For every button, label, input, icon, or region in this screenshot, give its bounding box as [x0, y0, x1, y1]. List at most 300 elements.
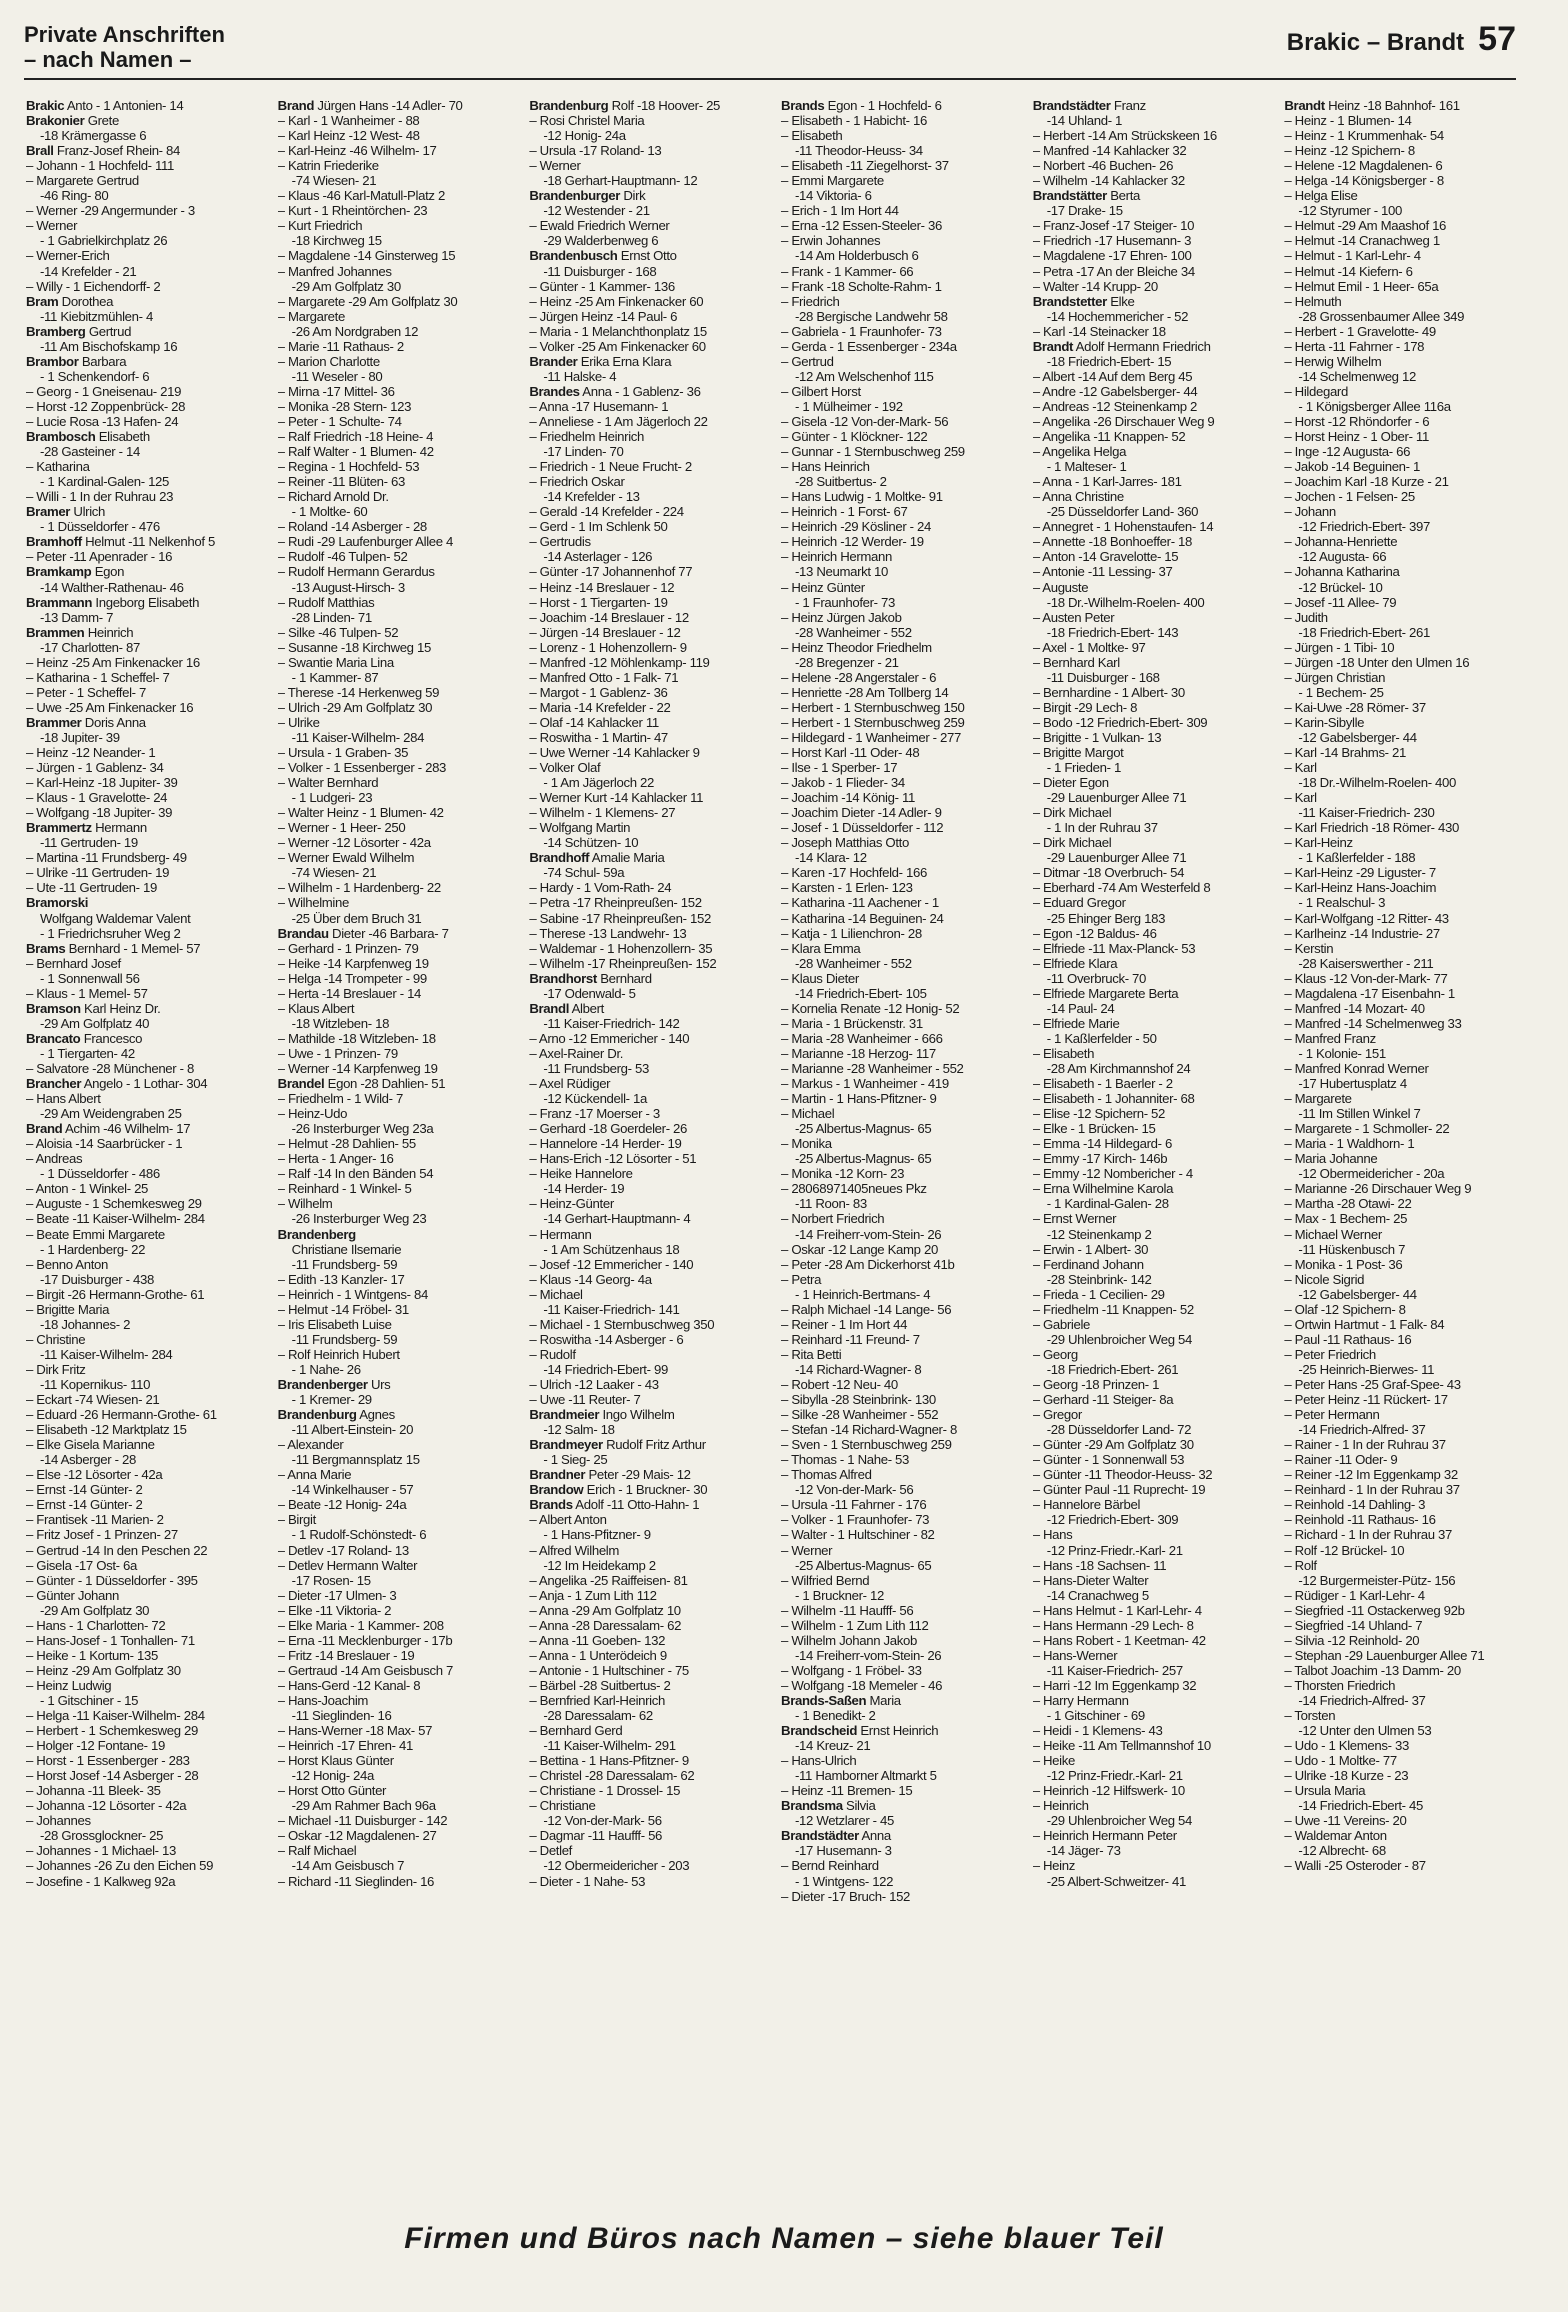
directory-entry: – Günter - 1 Kammer- 136 [529, 278, 675, 294]
directory-entry: – Rainer -11 Oder- 9 [1284, 1452, 1398, 1468]
directory-entry: Brandel Egon -28 Dahlien- 51 [277, 1076, 446, 1092]
directory-entry: – Elisabeth [781, 128, 843, 144]
section-title-line1: Private Anschriften [24, 22, 225, 47]
directory-entry: – Susanne -18 Kirchweg 15 [277, 639, 431, 655]
directory-entry: – Gerhard -18 Goerdeler- 26 [529, 1121, 688, 1137]
directory-entry: -11 Roon- 83 [795, 1196, 867, 1212]
directory-entry: -28 Daressalam- 62 [543, 1708, 653, 1724]
directory-entry: Brammertz Hermann [26, 820, 147, 836]
directory-entry: Brandenburg Rolf -18 Hoover- 25 [529, 98, 721, 113]
directory-entry: – Reiner -12 Im Eggenkamp 32 [1284, 1467, 1458, 1483]
directory-entry: – Wilhelm -17 Rheinpreußen- 152 [529, 955, 717, 971]
directory-entry: – Herbert - 1 Sternbuschweg 150 [781, 699, 965, 715]
directory-entry: - 1 Düsseldorfer - 486 [40, 1166, 160, 1182]
directory-entry: Brammer Doris Anna [26, 714, 146, 730]
directory-entry: -18 Krämergasse 6 [40, 128, 147, 144]
directory-entry: Brancher Angelo - 1 Lothar- 304 [26, 1076, 208, 1092]
directory-entry: – Rudolf Matthias [277, 594, 375, 610]
directory-entry: – Friedhelm -11 Knappen- 52 [1032, 1301, 1194, 1317]
directory-entry: – Johann [1284, 504, 1336, 520]
directory-entry: Brandow Erich - 1 Bruckner- 30 [529, 1482, 708, 1498]
directory-entry: – Herta - 1 Anger- 16 [277, 1151, 394, 1167]
directory-entry: – Karl-Heinz -46 Wilhelm- 17 [277, 143, 437, 159]
directory-entry: – Hermann [529, 1226, 592, 1242]
directory-entry: – Ditmar -18 Overbruch- 54 [1032, 865, 1185, 881]
directory-entry: – Gilbert Horst [781, 383, 861, 399]
directory-entry: – Heinz Günter [781, 579, 865, 595]
directory-entry: - 1 Nahe- 26 [291, 1361, 361, 1377]
directory-entry: – Salvatore -28 Münchener - 8 [26, 1061, 194, 1076]
directory-entry: – Helga -14 Trompeter - 99 [277, 970, 427, 986]
directory-entry: -14 Viktoria- 6 [795, 188, 872, 204]
directory-entry: – Auguste [1032, 579, 1089, 595]
directory-entry: – Heinrich -17 Ehren- 41 [277, 1738, 413, 1754]
directory-entry: – Wilhelm - 1 Zum Lith 112 [781, 1617, 929, 1633]
directory-entry: -14 Friedrich-Ebert- 105 [795, 985, 927, 1001]
directory-entry: – Anna -17 Husemann- 1 [529, 398, 669, 414]
directory-entry: – Maria Johanne [1284, 1151, 1378, 1167]
directory-entry: - 1 Heinrich-Bertmans- 4 [795, 1286, 931, 1302]
directory-entry: – Auguste - 1 Schemkesweg 29 [26, 1196, 202, 1212]
directory-entry: – Ralph Michael -14 Lange- 56 [781, 1301, 952, 1317]
directory-entry: – Gabriela - 1 Fraunhofer- 73 [781, 323, 942, 339]
directory-entry: – Manfred Otto - 1 Falk- 71 [529, 669, 679, 685]
directory-entry: – Frank -18 Scholte-Rahm- 1 [781, 278, 942, 294]
directory-entry: – Heinz - 1 Blumen- 14 [1284, 113, 1412, 129]
directory-entry: – Willi - 1 In der Ruhrau 23 [26, 489, 174, 505]
directory-entry: – Michael [529, 1286, 583, 1302]
directory-entry: – Karl Heinz -12 West- 48 [277, 128, 420, 144]
directory-entry: – Hans [1032, 1527, 1073, 1543]
directory-entry: – Johannes - 1 Michael- 13 [26, 1843, 176, 1859]
directory-entry: – Hildegard [1284, 383, 1348, 399]
directory-entry: – Georg - 1 Gneisenau- 219 [26, 383, 182, 399]
directory-entry: – Bärbel -28 Suitbertus- 2 [529, 1677, 671, 1693]
directory-entry: – Emmy -17 Kirch- 146b [1032, 1151, 1168, 1167]
directory-entry: – Dirk Michael [1032, 805, 1112, 821]
directory-entry: – Manfred -12 Möhlenkamp- 119 [529, 654, 710, 670]
directory-entry: – Ernst Werner [1032, 1211, 1117, 1227]
directory-entry: Brandenbusch Ernst Otto [529, 248, 677, 264]
directory-entry: -11 Kaiser-Friedrich- 142 [543, 1015, 680, 1031]
directory-entry: -26 Insterburger Weg 23 [291, 1211, 427, 1227]
directory-entry: – Rita Betti [781, 1346, 842, 1362]
directory-entry: -12 Westender - 21 [543, 203, 650, 219]
directory-entry: -29 Lauenburger Allee 71 [1046, 850, 1187, 866]
directory-entry: – Heinrich Hermann [781, 549, 892, 565]
directory-entry: Brandstätter Berta [1032, 188, 1140, 204]
directory-entry: – Heinrich -12 Hilfswerk- 10 [1032, 1783, 1185, 1799]
directory-entry: – Christel -28 Daressalam- 62 [529, 1768, 695, 1784]
directory-entry: -14 Friedrich-Ebert- 45 [1298, 1798, 1423, 1814]
directory-entry: -14 Schelmenweg 12 [1298, 368, 1416, 384]
directory-entry: – Werner -14 Karpfenweg 19 [277, 1061, 438, 1076]
page-header [24, 20, 1516, 80]
directory-entry: - 1 Rudolf-Schönstedt- 6 [291, 1527, 427, 1543]
directory-entry: – Werner-Erich [26, 248, 110, 264]
directory-entry: – Peter Friedrich [1284, 1346, 1376, 1362]
directory-entry: – Heinz -12 Neander- 1 [26, 745, 156, 761]
directory-entry: – Torsten [1284, 1708, 1336, 1724]
directory-entry: – Margarete Gertrud [26, 173, 139, 189]
directory-entry: -17 Odenwald- 5 [543, 985, 636, 1001]
directory-entry: -11 Kaiser-Wilhelm- 291 [543, 1738, 676, 1754]
directory-entry: – Oskar -12 Magdalenen- 27 [277, 1828, 437, 1844]
directory-entry: – Birgit [277, 1512, 316, 1528]
directory-entry: – Helene -12 Magdalenen- 6 [1284, 158, 1443, 174]
directory-entry: Brands-Saßen Maria [781, 1692, 901, 1708]
directory-entry: -25 Albertus-Magnus- 65 [795, 1557, 932, 1573]
directory-entry: – Marie -11 Rathaus- 2 [277, 338, 404, 354]
directory-entry: – Bernhard Josef [26, 955, 121, 971]
directory-entry: -12 Wetzlarer - 45 [795, 1813, 895, 1829]
directory-entry: -29 Uhlenbroicher Weg 54 [1046, 1813, 1192, 1829]
directory-entry: -26 Insterburger Weg 23a [291, 1121, 434, 1137]
directory-entry: – Walter Heinz - 1 Blumen- 42 [277, 805, 444, 821]
directory-entry: -28 Kaiserswerther - 211 [1298, 955, 1434, 971]
directory-entry: – Helmut Emil - 1 Heer- 65a [1284, 278, 1439, 294]
directory-entry: – Egon -12 Baldus- 46 [1032, 925, 1157, 941]
directory-entry: -14 Krefelder - 13 [543, 489, 640, 505]
directory-entry: – Heinz -14 Breslauer - 12 [529, 579, 675, 595]
directory-entry: – Heinz [1032, 1858, 1075, 1874]
directory-entry: – Heinz -25 Am Finkenacker 16 [26, 654, 200, 670]
directory-entry: – Marianne -28 Wanheimer - 552 [781, 1061, 964, 1076]
directory-entry: – Josef -11 Allee- 79 [1284, 594, 1397, 610]
directory-entry: -14 Asterlager - 126 [543, 549, 653, 565]
directory-entry: Brandscheid Ernst Heinrich [781, 1723, 939, 1739]
directory-entry: -18 Friedrich-Ebert- 15 [1046, 353, 1172, 369]
directory-entry: -28 Steinbrink- 142 [1046, 1271, 1152, 1287]
directory-entry: Bram Dorothea [26, 293, 114, 309]
directory-entry: – Elise -12 Spichern- 52 [1032, 1106, 1166, 1122]
directory-entry: – Klaus - 1 Memel- 57 [26, 985, 148, 1001]
directory-entry: – Ulrich -12 Laaker - 43 [529, 1376, 659, 1392]
directory-entry: – Swantie Maria Lina [277, 654, 394, 670]
directory-entry: – Hans-Werner [1032, 1647, 1118, 1663]
directory-entry: – Andre -12 Gabelsberger- 44 [1032, 383, 1198, 399]
directory-entry: -12 Prinz-Friedr.-Karl- 21 [1046, 1768, 1183, 1784]
directory-entry: Brandstädter Anna [781, 1828, 891, 1844]
directory-entry: – Günter - 1 Klöckner- 122 [781, 429, 928, 445]
directory-entry: – Dirk Fritz [26, 1361, 86, 1377]
directory-entry: – Holger -12 Fontane- 19 [26, 1738, 165, 1754]
directory-entry: – Elisabeth -11 Ziegelhorst- 37 [781, 158, 949, 174]
directory-entry: – Anton - 1 Winkel- 25 [26, 1181, 149, 1197]
directory-entry: – Margarete [277, 308, 345, 324]
directory-entry: – Reinhard - 1 Winkel- 5 [277, 1181, 412, 1197]
directory-entry: – Birgit -29 Lech- 8 [1032, 699, 1138, 715]
directory-entry: -14 Am Holderbusch 6 [795, 248, 919, 264]
directory-entry: – Jakob -14 Beguinen- 1 [1284, 459, 1421, 475]
directory-entry: – Ernst -14 Günter- 2 [26, 1497, 143, 1513]
directory-entry: – Elfriede Margarete Berta [1032, 985, 1179, 1001]
directory-entry: – Heike Hannelore [529, 1166, 633, 1182]
directory-entry: -11 Sieglinden- 16 [291, 1708, 392, 1724]
directory-entry: -29 Am Golfplatz 30 [40, 1602, 150, 1618]
directory-entry: – Elisabeth - 1 Baerler - 2 [1032, 1076, 1173, 1092]
directory-entry: -12 Gabelsberger- 44 [1298, 1286, 1417, 1302]
directory-entry: – Heidi - 1 Klemens- 43 [1032, 1723, 1163, 1739]
directory-entry: -28 Grossglockner- 25 [40, 1828, 164, 1844]
directory-entry: – Gerhard - 1 Prinzen- 79 [277, 940, 419, 956]
section-title [24, 22, 225, 72]
directory-entry: – Werner -29 Angermunder - 3 [26, 203, 195, 219]
directory-entry: – Friedhelm Heinrich [529, 429, 645, 445]
directory-entry: – Günter Johann [26, 1587, 119, 1603]
directory-entry: – Horst -12 Rhöndorfer - 6 [1284, 413, 1430, 429]
directory-entry: Brandt Heinz -18 Bahnhof- 161 [1284, 98, 1460, 113]
directory-entry: – Heinrich - 1 Wintgens- 84 [277, 1286, 429, 1302]
directory-entry: – Andreas [26, 1151, 83, 1167]
directory-entry: – Emmy -12 Nombericher - 4 [1032, 1166, 1193, 1182]
directory-entry: – Anna -29 Am Golfplatz 10 [529, 1602, 681, 1618]
directory-entry: – Peter Heinz -11 Rückert- 17 [1284, 1392, 1448, 1408]
directory-entry: – Wolfgang - 1 Fröbel- 33 [781, 1662, 922, 1678]
directory-entry: – Reinhard - 1 In der Ruhrau 37 [1284, 1482, 1460, 1498]
directory-entry: – Angelika Helga [1032, 444, 1127, 460]
directory-entry: – Birgit -26 Hermann-Grothe- 61 [26, 1286, 205, 1302]
directory-entry: -12 Steinenkamp 2 [1046, 1226, 1152, 1242]
directory-entry: -11 Duisburger - 168 [1046, 669, 1160, 685]
directory-entry: – Elke Gisela Marianne [26, 1437, 155, 1453]
directory-entry: – Anna -11 Goeben- 132 [529, 1632, 666, 1648]
directory-entry: – Frantisek -11 Marien- 2 [26, 1512, 164, 1528]
directory-entry: - 1 Am Schützenhaus 18 [543, 1241, 680, 1257]
directory-entry: -18 Gerhart-Hauptmann- 12 [543, 173, 698, 189]
directory-entry: – Manfred -14 Schelmenweg 33 [1284, 1015, 1462, 1031]
directory-entry: – Rüdiger - 1 Karl-Lehr- 4 [1284, 1587, 1425, 1603]
directory-entry: – Stephan -29 Lauenburger Allee 71 [1284, 1647, 1485, 1663]
directory-entry: – Johannes [26, 1813, 91, 1829]
directory-entry: – Katharina -14 Beguinen- 24 [781, 910, 944, 926]
directory-entry: – Helene -28 Angerstaler - 6 [781, 669, 937, 685]
directory-entry: – Wilhelmine [277, 895, 349, 911]
directory-entry: – Thorsten Friedrich [1284, 1677, 1396, 1693]
directory-entry: -18 Dr.-Wilhelm-Roelen- 400 [1046, 594, 1205, 610]
directory-entry: – Bernhardine - 1 Albert- 30 [1032, 684, 1185, 700]
directory-entry: -12 Von-der-Mark- 56 [543, 1813, 662, 1829]
directory-entry: – Katharina [26, 459, 90, 475]
directory-entry: – Anja - 1 Zum Lith 112 [529, 1587, 657, 1603]
directory-entry: – Karl -14 Steinacker 18 [1032, 323, 1166, 339]
directory-entry: – Silke -28 Wanheimer - 552 [781, 1407, 939, 1423]
directory-entry: – Lorenz - 1 Hohenzollern- 9 [529, 639, 687, 655]
directory-entry: – Wilhelm - 1 Klemens- 27 [529, 805, 676, 821]
directory-entry: - 1 Kaßlerfelder - 188 [1298, 850, 1416, 866]
directory-entry: – Hans Ludwig - 1 Moltke- 91 [781, 489, 943, 505]
directory-entry: – Werner Ewald Wilhelm [277, 850, 415, 866]
directory-entry: – Heinz Theodor Friedhelm [781, 639, 932, 655]
directory-entry: – Helmut -29 Am Maashof 16 [1284, 218, 1447, 234]
directory-entry: – Klaus Dieter [781, 970, 859, 986]
directory-entry: -12 Friedrich-Ebert- 397 [1298, 519, 1430, 535]
directory-entry: – Klaus Albert [277, 1000, 355, 1016]
directory-entry: -14 Klara- 12 [795, 850, 867, 866]
directory-entry: – Anna Marie [277, 1467, 352, 1483]
directory-entry: -12 Friedrich-Ebert- 309 [1046, 1512, 1179, 1528]
directory-entry: -14 Paul- 24 [1046, 1000, 1115, 1016]
directory-entry: – Andreas -12 Steinenkamp 2 [1032, 398, 1197, 414]
directory-entry: – Hans Albert [26, 1091, 101, 1107]
directory-entry: – Horst - 1 Tiergarten- 19 [529, 594, 668, 610]
directory-entry: -14 Krefelder - 21 [40, 263, 137, 279]
directory-entry: -12 Albrecht- 68 [1298, 1843, 1386, 1859]
directory-entry: – Anton -14 Gravelotte- 15 [1032, 549, 1179, 565]
directory-entry: – Günter -11 Theodor-Heuss- 32 [1032, 1467, 1213, 1483]
directory-entry: -12 Salm- 18 [543, 1422, 615, 1438]
directory-entry: – Monika -28 Stern- 123 [277, 398, 412, 414]
directory-entry: – Johanna -12 Lösorter - 42a [26, 1798, 187, 1814]
directory-entry: – Roswitha - 1 Martin- 47 [529, 729, 668, 745]
directory-entry: – Lucie Rosa -13 Hafen- 24 [26, 413, 179, 429]
directory-entry: – Rudolf -46 Tulpen- 52 [277, 549, 408, 565]
directory-entry: – Alfred Wilhelm [529, 1542, 620, 1558]
directory-entry: Brandenberg [277, 1226, 356, 1242]
directory-entry: Brambor Barbara [26, 353, 127, 369]
directory-entry: - 1 Friedrichsruher Weg 2 [40, 925, 181, 941]
directory-entry: – Wilfried Bernd [781, 1572, 870, 1588]
directory-entry: – Ursula - 1 Graben- 35 [277, 745, 409, 761]
directory-entry: - 1 Moltke- 60 [291, 504, 368, 520]
directory-entry: – Friedrich Oskar [529, 474, 625, 490]
directory-entry: – Rudolf Hermann Gerardus [277, 564, 435, 580]
directory-entry: – Magdalene -17 Ehren- 100 [1032, 248, 1192, 264]
directory-entry: - 1 Fraunhofer- 73 [795, 594, 896, 610]
directory-entry: – Michael - 1 Sternbuschweg 350 [529, 1316, 715, 1332]
directory-entry: – Peter Hans -25 Graf-Spee- 43 [1284, 1376, 1461, 1392]
directory-entry: – Heinz -12 Spichern- 8 [1284, 143, 1415, 159]
directory-column-2 [278, 98, 522, 2208]
directory-entry: Brandau Dieter -46 Barbara- 7 [277, 925, 449, 941]
directory-entry: -12 Honig- 24a [291, 1768, 375, 1784]
directory-entry: – Marianne -26 Dirschauer Weg 9 [1284, 1181, 1472, 1197]
directory-entry: – Maria -14 Krefelder - 22 [529, 699, 671, 715]
directory-entry: – Talbot Joachim -13 Damm- 20 [1284, 1662, 1461, 1678]
directory-entry: – Petra [781, 1271, 822, 1287]
directory-entry: – Jürgen Christian [1284, 669, 1386, 685]
directory-entry: Bramorski [26, 895, 89, 911]
directory-entry: – Michael [781, 1106, 835, 1122]
directory-entry: -25 Ehinger Berg 183 [1046, 910, 1166, 926]
directory-entry: Bramson Karl Heinz Dr. [26, 1000, 161, 1016]
directory-entry: – Manfred -14 Mozart- 40 [1284, 1000, 1425, 1016]
directory-entry: – Anna -28 Daressalam- 62 [529, 1617, 682, 1633]
directory-entry: – Helmut -28 Dahlien- 55 [277, 1136, 416, 1152]
directory-entry: – Brigitte Maria [26, 1301, 110, 1317]
directory-entry: – Hans-Joachim [277, 1692, 369, 1708]
directory-entry: – Ute -11 Gertruden- 19 [26, 880, 157, 896]
directory-entry: – Martin - 1 Hans-Pfitzner- 9 [781, 1091, 937, 1107]
directory-entry: – Marion Charlotte [277, 353, 380, 369]
directory-entry: - 1 Hans-Pfitzner- 9 [543, 1527, 651, 1543]
directory-entry: - 1 Frieden- 1 [1046, 760, 1121, 776]
directory-entry: – Anna - 1 Unterödeich 9 [529, 1647, 667, 1663]
directory-entry: – Katharina - 1 Scheffel- 7 [26, 669, 170, 685]
directory-entry: -11 Gertruden- 19 [40, 835, 138, 851]
directory-entry: – Heike - 1 Kortum- 135 [26, 1647, 158, 1663]
directory-entry: – Anna Christine [1032, 489, 1124, 505]
directory-entry: Brandes Anna - 1 Gablenz- 36 [529, 383, 701, 399]
directory-entry: – Kornelia Renate -12 Honig- 52 [781, 1000, 960, 1016]
directory-entry: -14 Jäger- 73 [1046, 1843, 1121, 1859]
directory-entry: – Margarete -29 Am Golfplatz 30 [277, 293, 458, 309]
directory-entry: - 1 Kolonie- 151 [1298, 1045, 1386, 1061]
directory-entry: -12 Im Heidekamp 2 [543, 1557, 656, 1573]
directory-entry: - 1 Kardinal-Galen- 125 [40, 474, 170, 490]
directory-entry: – Uwe Werner -14 Kahlacker 9 [529, 745, 700, 761]
directory-entry: -17 Duisburger - 438 [40, 1271, 154, 1287]
directory-entry: – Katrin Friederike [277, 158, 379, 174]
directory-entry: – Reinhold -14 Dahling- 3 [1284, 1497, 1426, 1513]
directory-entry: – Wilhelm -11 Haufff- 56 [781, 1602, 914, 1618]
directory-entry: – Therese -13 Landwehr- 13 [529, 925, 687, 941]
directory-entry: – Michael -11 Duisburger - 142 [277, 1813, 448, 1829]
directory-entry: – Hans Helmut - 1 Karl-Lehr- 4 [1032, 1602, 1202, 1618]
directory-entry: – Fritz Josef - 1 Prinzen- 27 [26, 1527, 178, 1543]
directory-entry: – Herbert -14 Am Strückskeen 16 [1032, 128, 1217, 144]
directory-entry: – Heinz-Udo [277, 1106, 348, 1122]
directory-entry: – Joachim -14 König- 11 [781, 790, 915, 806]
directory-entry: – Judith [1284, 609, 1328, 625]
directory-entry: -25 Heinrich-Bierwes- 11 [1298, 1361, 1435, 1377]
directory-entry: – 28068971405neues Pkz [781, 1181, 927, 1197]
directory-entry: – Regina - 1 Hochfeld- 53 [277, 459, 420, 475]
directory-entry: – Hannelore -14 Herder- 19 [529, 1136, 682, 1152]
section-title-line2: – nach Namen – [24, 47, 192, 72]
directory-entry: – Harri -12 Im Eggenkamp 32 [1032, 1677, 1197, 1693]
directory-entry: – Maria -28 Wanheimer - 666 [781, 1030, 943, 1046]
directory-entry: – Heinrich Hermann Peter [1032, 1828, 1177, 1844]
directory-entry: – Bernhard Karl [1032, 654, 1120, 670]
directory-entry: – Katja - 1 Lilienchron- 28 [781, 925, 922, 941]
directory-entry: - 1 Königsberger Allee 116a [1298, 398, 1451, 414]
directory-entry: -17 Rosen- 15 [291, 1572, 371, 1588]
directory-entry: – Elisabeth -12 Marktplatz 15 [26, 1422, 187, 1438]
directory-entry: – Heinz -11 Bremen- 15 [781, 1783, 913, 1799]
directory-entry: – Oskar -12 Lange Kamp 20 [781, 1241, 938, 1257]
directory-entry: – Beate Emmi Margarete [26, 1226, 165, 1242]
directory-entry: -29 Lauenburger Allee 71 [1046, 790, 1187, 806]
directory-entry: – Josef - 1 Düsseldorfer - 112 [781, 820, 944, 836]
directory-entry: – Johann - 1 Hochfeld- 111 [26, 158, 175, 174]
directory-entry: – Ulrike -11 Gertruden- 19 [26, 865, 170, 881]
directory-entry: Brandhorst Bernhard [529, 970, 652, 986]
directory-entry: – Ralf Walter - 1 Blumen- 42 [277, 444, 434, 460]
directory-entry: – Heinrich -29 Kösliner - 24 [781, 519, 932, 535]
directory-entry: – Hans-Ulrich [781, 1753, 857, 1769]
directory-entry: – Walter -14 Krupp- 20 [1032, 278, 1158, 294]
directory-entry: - 1 Düsseldorfer - 476 [40, 519, 160, 535]
directory-entry: – Beate -12 Honig- 24a [277, 1497, 407, 1513]
directory-entry: – Volker -25 Am Finkenacker 60 [529, 338, 706, 354]
directory-entry: – Olaf -14 Kahlacker 11 [529, 714, 659, 730]
directory-entry: – Gerhard -11 Steiger- 8a [1032, 1392, 1174, 1408]
directory-entry: – Reinhard -11 Freund- 7 [781, 1331, 920, 1347]
directory-entry: – Hans-Erich -12 Lösorter - 51 [529, 1151, 697, 1167]
directory-entry: – Werner [529, 158, 581, 174]
directory-entry: – Hans Hermann -29 Lech- 8 [1032, 1617, 1194, 1633]
directory-entry: -12 Obermeidericher - 203 [543, 1858, 690, 1874]
directory-entry: – Monika -12 Korn- 23 [781, 1166, 905, 1182]
directory-entry: – Robert -12 Neu- 40 [781, 1376, 898, 1392]
directory-entry: – Jürgen -18 Unter den Ulmen 16 [1284, 654, 1470, 670]
directory-entry: – Helga -14 Königsberger - 8 [1284, 173, 1444, 189]
directory-entry: – Walter Bernhard [277, 775, 379, 791]
directory-entry: – Volker - 1 Essenberger - 283 [277, 760, 447, 776]
directory-entry: – Rolf -12 Brückel- 10 [1284, 1542, 1405, 1558]
directory-entry: – Herta -11 Fahrner - 178 [1284, 338, 1425, 354]
